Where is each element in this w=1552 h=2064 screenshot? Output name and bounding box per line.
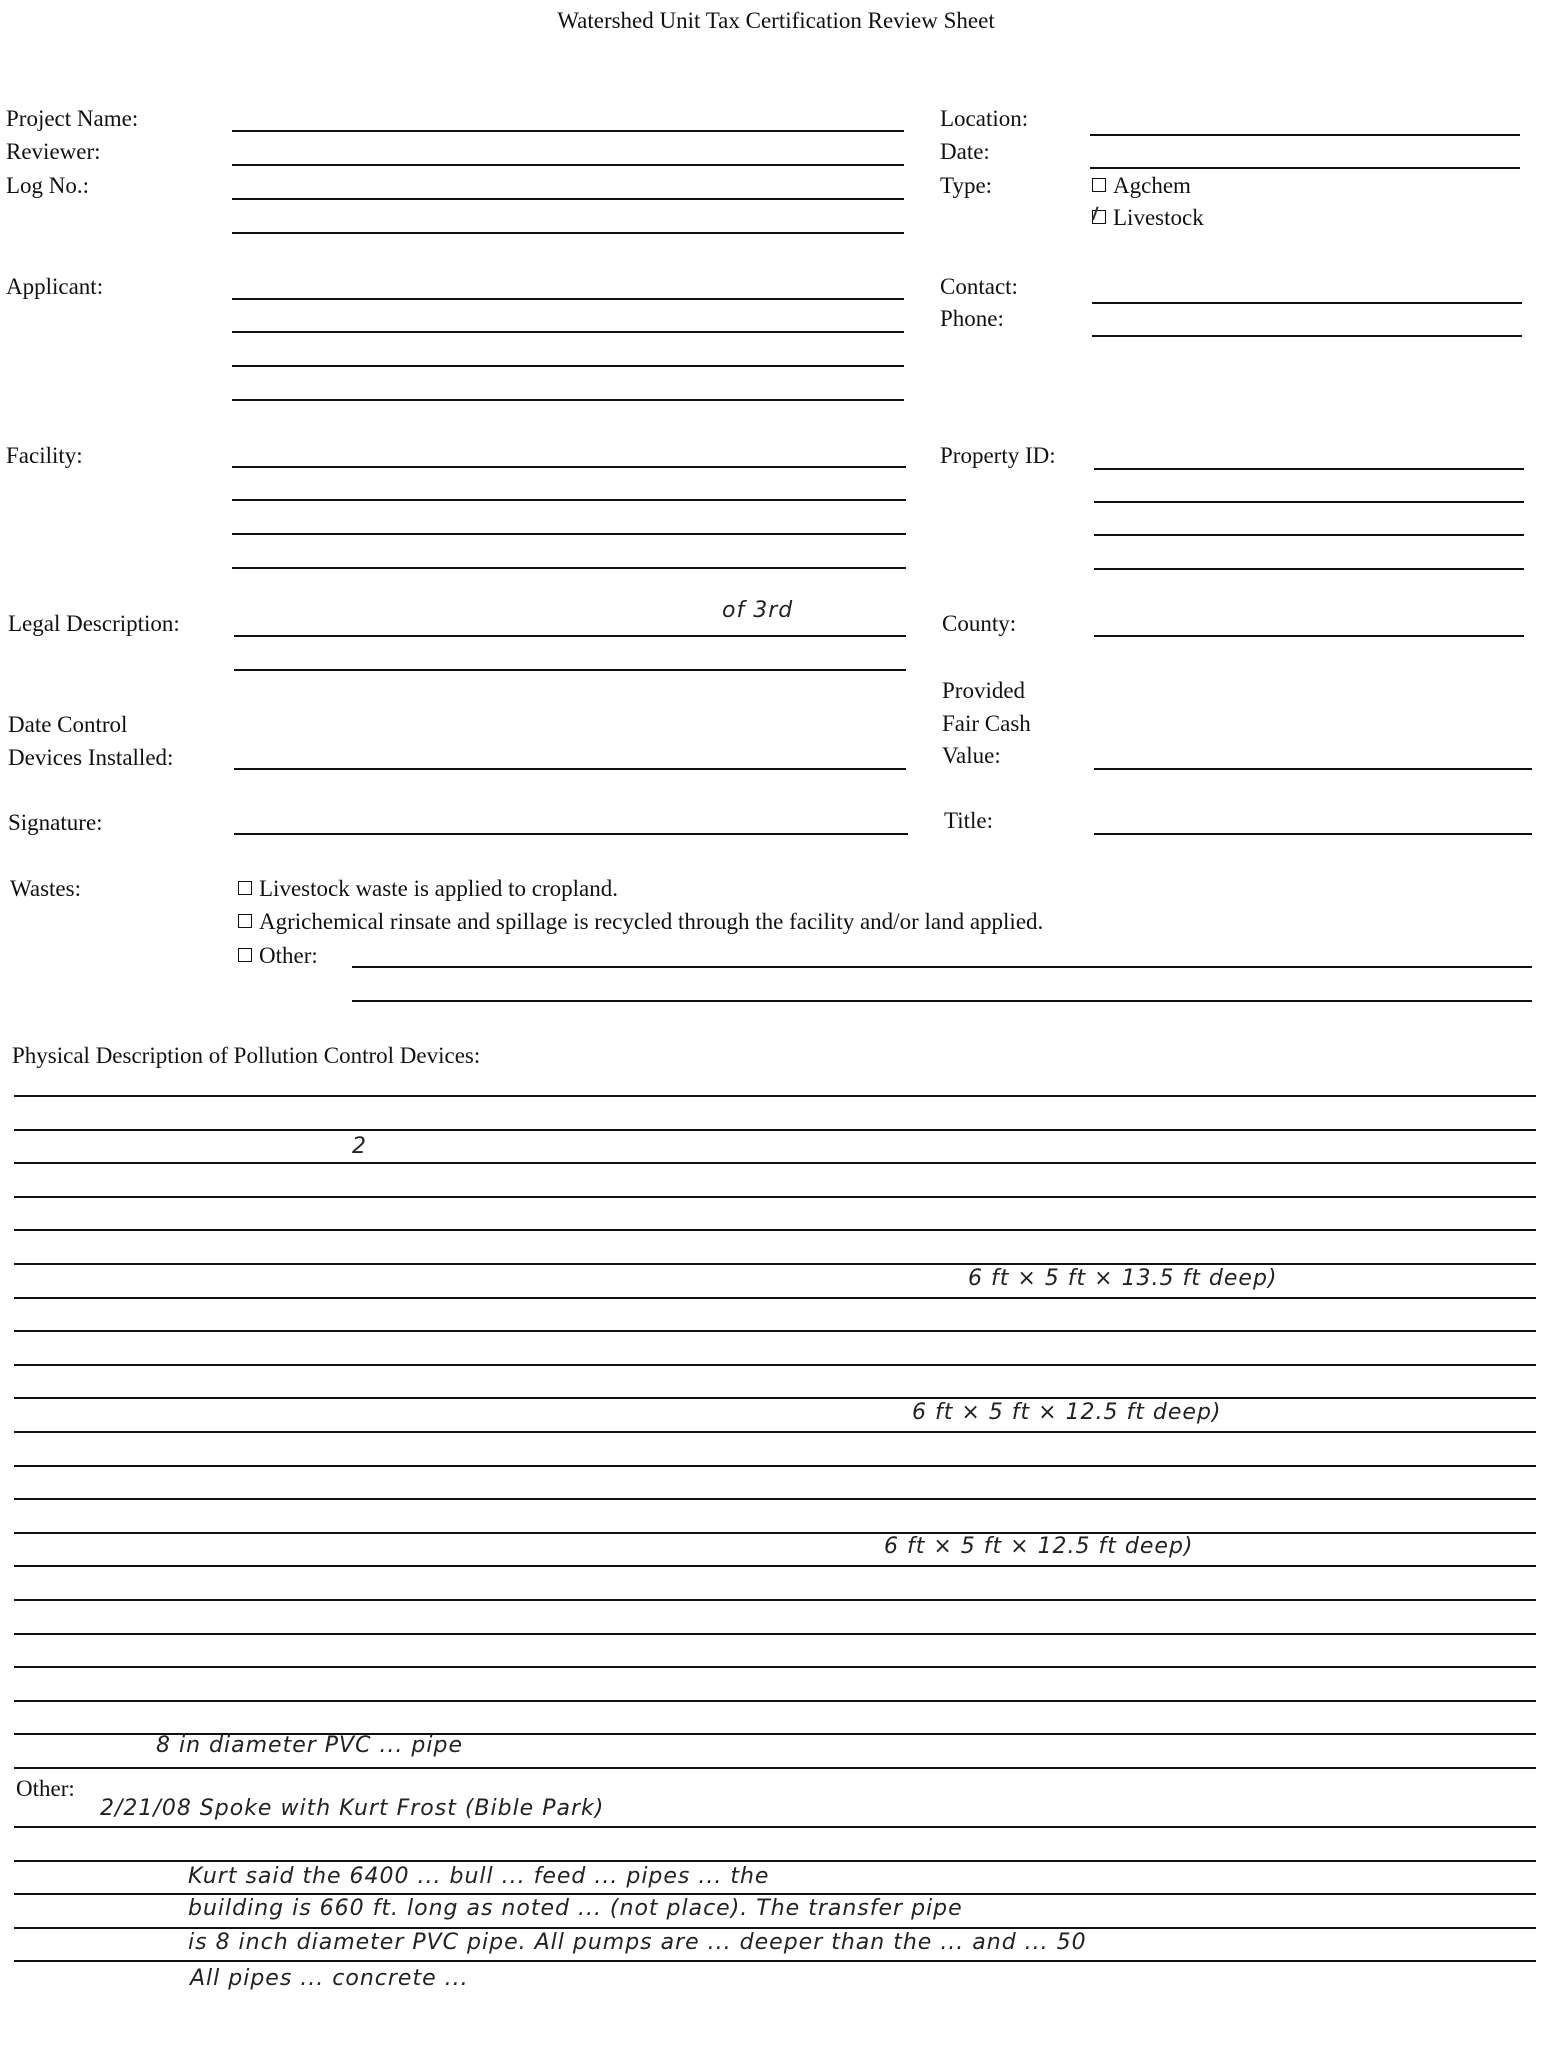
applicant-field-3[interactable] bbox=[232, 365, 904, 367]
type-livestock-option[interactable] bbox=[1092, 205, 1204, 231]
county-field[interactable] bbox=[1094, 635, 1524, 637]
provided-label: Provided bbox=[942, 678, 1026, 703]
other-waste-checkbox[interactable] bbox=[238, 948, 252, 962]
physical-description-line[interactable] bbox=[14, 1330, 1536, 1332]
pd-handwriting-14: 6 ft × 5 ft × 12.5 ft deep) bbox=[884, 1534, 1194, 1559]
physical-description-line[interactable] bbox=[14, 1666, 1536, 1668]
physical-description-line[interactable] bbox=[14, 1498, 1536, 1500]
physical-description-line[interactable] bbox=[14, 1633, 1536, 1635]
property-id-field-1[interactable] bbox=[1094, 468, 1524, 470]
legal-description-label: Legal Description: bbox=[8, 611, 180, 636]
physical-description-line[interactable] bbox=[14, 1532, 1536, 1534]
log-no-field-2[interactable] bbox=[232, 232, 904, 234]
project-name-field[interactable] bbox=[232, 130, 904, 132]
property-id-field-3[interactable] bbox=[1094, 534, 1524, 536]
other-handwriting-2: Kurt said the 6400 ... bull ... feed ... pipes ... the bbox=[188, 1864, 770, 1889]
signature-label: Signature: bbox=[8, 810, 103, 835]
facility-field-3[interactable] bbox=[232, 533, 906, 535]
form-title: Watershed Unit Tax Certification Review Sheet bbox=[557, 8, 995, 33]
date-field[interactable] bbox=[1090, 167, 1520, 169]
physical-description-line[interactable] bbox=[14, 1229, 1536, 1231]
devices-installed-field[interactable] bbox=[234, 768, 906, 770]
other-waste-field-2[interactable] bbox=[352, 1000, 1532, 1002]
date-label: Date: bbox=[940, 139, 990, 164]
applicant-field-2[interactable] bbox=[232, 331, 904, 333]
physical-description-line[interactable] bbox=[14, 1196, 1536, 1198]
physical-description-line[interactable] bbox=[14, 1297, 1536, 1299]
applicant-field-1[interactable] bbox=[232, 298, 904, 300]
type-agchem-option[interactable] bbox=[1092, 173, 1191, 199]
other-notes-line[interactable] bbox=[14, 1960, 1536, 1962]
other-notes-line[interactable] bbox=[14, 1927, 1536, 1929]
legal-description-field-1[interactable] bbox=[234, 635, 906, 637]
property-id-field-2[interactable] bbox=[1094, 501, 1524, 503]
agrichemical-label: Agrichemical rinsate and spillage is recycled through the facility and/or land applied. bbox=[259, 909, 1044, 934]
property-id-field-4[interactable] bbox=[1094, 568, 1524, 570]
project-name-label: Project Name: bbox=[6, 106, 139, 131]
log-no-label: Log No.: bbox=[6, 173, 90, 198]
physical-description-line[interactable] bbox=[14, 1095, 1536, 1097]
log-no-field[interactable] bbox=[232, 198, 904, 200]
other-notes-line[interactable] bbox=[14, 1893, 1536, 1895]
physical-description-line[interactable] bbox=[14, 1565, 1536, 1567]
value-label: Value: bbox=[942, 743, 1001, 768]
physical-description-line[interactable] bbox=[14, 1263, 1536, 1265]
county-label: County: bbox=[942, 611, 1017, 636]
type-label: Type: bbox=[940, 173, 993, 198]
location-field[interactable] bbox=[1090, 134, 1520, 136]
physical-description-line[interactable] bbox=[14, 1364, 1536, 1366]
pd-handwriting-2: 2 bbox=[352, 1134, 367, 1159]
phone-field[interactable] bbox=[1092, 335, 1522, 337]
title-label: Title: bbox=[944, 808, 994, 833]
facility-label: Facility: bbox=[6, 443, 83, 468]
agrichemical-checkbox[interactable] bbox=[238, 914, 252, 928]
location-label: Location: bbox=[940, 106, 1029, 131]
wastes-label: Wastes: bbox=[10, 876, 81, 901]
reviewer-field[interactable] bbox=[232, 164, 904, 166]
other-handwriting-3: building is 660 ft. long as noted ... (not place). The transfer pipe bbox=[188, 1896, 963, 1921]
legal-description-handwriting: of 3rd bbox=[722, 598, 794, 623]
livestock-checkbox[interactable] bbox=[1092, 210, 1106, 224]
physical-description-line[interactable] bbox=[14, 1162, 1536, 1164]
applicant-label: Applicant: bbox=[6, 274, 104, 299]
fair-cash-value-field[interactable] bbox=[1094, 768, 1532, 770]
reviewer-label: Reviewer: bbox=[6, 139, 101, 164]
other-waste-label: Other: bbox=[259, 943, 318, 968]
livestock-label: Livestock bbox=[1113, 205, 1204, 230]
fair-cash-label: Fair Cash bbox=[942, 711, 1031, 736]
facility-field-1[interactable] bbox=[232, 466, 906, 468]
legal-description-field-2[interactable] bbox=[234, 669, 906, 671]
physical-description-line[interactable] bbox=[14, 1129, 1536, 1131]
devices-installed-label: Devices Installed: bbox=[8, 745, 174, 770]
other-label: Other: bbox=[16, 1776, 75, 1801]
contact-label: Contact: bbox=[940, 274, 1018, 299]
physical-description-line[interactable] bbox=[14, 1397, 1536, 1399]
contact-field[interactable] bbox=[1092, 302, 1522, 304]
facility-field-4[interactable] bbox=[232, 567, 906, 569]
physical-description-line[interactable] bbox=[14, 1465, 1536, 1467]
other-notes-line[interactable] bbox=[14, 1860, 1536, 1862]
waste-livestock-option[interactable] bbox=[238, 876, 618, 902]
waste-agrichemical-option[interactable] bbox=[238, 909, 1043, 935]
physical-description-line[interactable] bbox=[14, 1599, 1536, 1601]
pd-handwriting-6: 6 ft × 5 ft × 13.5 ft deep) bbox=[968, 1266, 1278, 1291]
pd-handwriting-10: 6 ft × 5 ft × 12.5 ft deep) bbox=[912, 1400, 1222, 1425]
pd-handwriting-19: 8 in diameter PVC ... pipe bbox=[156, 1733, 463, 1758]
applicant-field-4[interactable] bbox=[232, 399, 904, 401]
other-handwriting-5: All pipes ... concrete ... bbox=[190, 1966, 469, 1991]
physical-description-line[interactable] bbox=[14, 1431, 1536, 1433]
signature-field[interactable] bbox=[234, 833, 908, 835]
agchem-label: Agchem bbox=[1113, 173, 1191, 198]
physical-description-label: Physical Description of Pollution Control Devices: bbox=[12, 1043, 481, 1068]
property-id-label: Property ID: bbox=[940, 443, 1056, 468]
other-waste-field-1[interactable] bbox=[352, 966, 1532, 968]
phone-label: Phone: bbox=[940, 306, 1004, 331]
agchem-checkbox[interactable] bbox=[1092, 178, 1106, 192]
other-notes-line[interactable] bbox=[14, 1826, 1536, 1828]
other-handwriting-1: 2/21/08 Spoke with Kurt Frost (Bible Park) bbox=[100, 1796, 605, 1821]
facility-field-2[interactable] bbox=[232, 499, 906, 501]
title-field[interactable] bbox=[1094, 833, 1532, 835]
date-control-label: Date Control bbox=[8, 712, 128, 737]
other-handwriting-4: is 8 inch diameter PVC pipe. All pumps are ... deeper than the ... and ... 50 bbox=[188, 1930, 1087, 1955]
waste-other-option[interactable] bbox=[238, 943, 318, 969]
physical-description-line[interactable] bbox=[14, 1700, 1536, 1702]
livestock-waste-checkbox[interactable] bbox=[238, 881, 252, 895]
physical-description-line[interactable] bbox=[14, 1767, 1536, 1769]
livestock-waste-label: Livestock waste is applied to cropland. bbox=[259, 876, 618, 901]
